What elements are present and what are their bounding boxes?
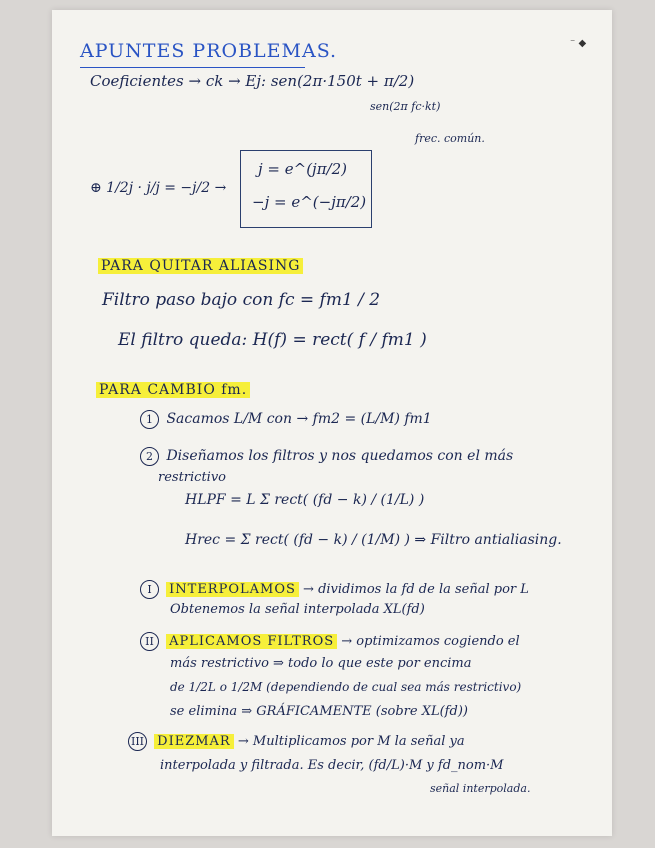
coef-line: Coeficientes → ck → Ej: sen(2π·150t + π/2): [90, 72, 415, 90]
step-2: [140, 447, 513, 466]
aliasing-heading: [98, 258, 303, 274]
section-ii-text-3: de 1/2L o 1/2M (dependiendo de cual sea más restrictivo): [170, 680, 522, 694]
cambio-heading-text: PARA CAMBIO fm.: [96, 382, 250, 398]
section-iii-note: señal interpolada.: [430, 782, 531, 795]
section-i: [140, 580, 529, 599]
section-ii-text-2: más restrictivo ⇒ todo lo que este por encima: [170, 656, 472, 671]
section-iii-text: → Multiplicamos por M la señal ya: [237, 734, 465, 749]
section-ii-text-4: se elimina ⇒ GRÁFICAMENTE (sobre XL(fd)): [170, 704, 468, 719]
section-iii-heading: DIEZMAR: [154, 734, 234, 749]
section-ii-number: II: [140, 632, 159, 651]
box-line-1: j = e^(jπ/2): [258, 160, 348, 178]
section-iii-text-2: interpolada y filtrada. Es decir, (fd/L)·M y fd_nom·M: [160, 758, 504, 773]
section-iii-number: III: [128, 732, 147, 751]
hlpf-formula: HLPF = L Σ rect( (fd − k) / (1/L) ): [185, 492, 425, 508]
section-i-number: I: [140, 580, 159, 599]
coef-note: frec. común.: [415, 132, 485, 145]
step-1-number: 1: [140, 410, 159, 429]
section-ii-heading: APLICAMOS FILTROS: [166, 634, 337, 649]
section-ii: [140, 632, 520, 651]
filtro-line: Filtro paso bajo con fc = fm1 / 2: [102, 290, 381, 310]
step-1: [140, 410, 432, 429]
coef-sub: sen(2π fc·kt): [370, 100, 441, 113]
step-1-text: Sacamos L/M con → fm2 = (L/M) fm1: [166, 411, 432, 427]
section-ii-text: → optimizamos cogiendo el: [341, 634, 520, 649]
step-2-text: Diseñamos los filtros y nos quedamos con el más: [166, 448, 514, 464]
step-2-number: 2: [140, 447, 159, 466]
filtro-queda-line: El filtro queda: H(f) = rect( f / fm1 ): [118, 330, 427, 350]
aliasing-heading-text: PARA QUITAR ALIASING: [98, 258, 303, 274]
section-i-text: → dividimos la fd de la señal por L: [303, 582, 529, 597]
title-underline: [80, 66, 305, 68]
identity-left: ⊕ 1/2j · j/j = −j/2 →: [90, 180, 227, 196]
box-line-2: −j = e^(−jπ/2): [252, 193, 367, 211]
section-i-text-2: Obtenemos la señal interpolada XL(fd): [170, 602, 425, 617]
section-iii: [128, 732, 465, 751]
corner-mark: ⁻ ◆: [570, 38, 587, 49]
section-i-heading: INTERPOLAMOS: [166, 582, 299, 597]
hrec-formula: Hrec = Σ rect( (fd − k) / (1/M) ) ⇒ Filtro antialiasing.: [185, 532, 562, 548]
page-title: APUNTES PROBLEMAS.: [80, 40, 338, 62]
step-2-continued: restrictivo: [158, 470, 227, 485]
cambio-heading: [96, 382, 250, 398]
